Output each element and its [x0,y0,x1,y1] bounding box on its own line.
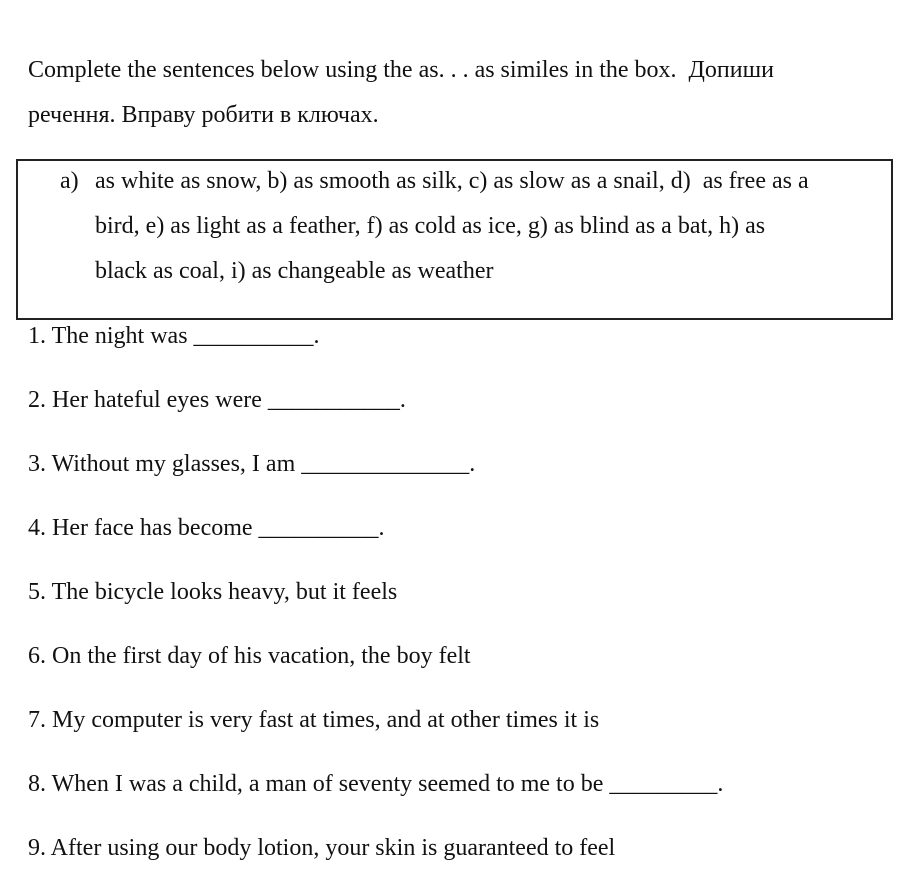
sentence-7: 7. My computer is very fast at times, and at other times it is [28,707,600,733]
sentence-4: 4. Her face has become __________. [28,515,385,541]
similes-box [16,159,893,320]
sentence-1: 1. The night was __________. [28,323,320,349]
sentence-5: 5. The bicycle looks heavy, but it feels [28,579,398,605]
sentence-8: 8. When I was a child, a man of seventy seemed to me to be _________. [28,771,724,797]
instructions-line-2: речення. Вправу робити в ключах. [28,102,379,128]
sentence-6: 6. On the first day of his vacation, the boy felt [28,643,471,669]
instructions-line-1: Complete the sentences below using the as. . . as similes in the box. Допиши [28,57,774,83]
sentence-3: 3. Without my glasses, I am ______________. [28,451,476,477]
box-label: a) [60,168,79,194]
box-line-3: black as coal, i) as changeable as weather [95,258,494,284]
box-line-1: as white as snow, b) as smooth as silk, c) as slow as a snail, d) as free as a [95,168,809,194]
sentence-9: 9. After using our body lotion, your skin is guaranteed to feel [28,835,616,861]
box-line-2: bird, e) as light as a feather, f) as cold as ice, g) as blind as a bat, h) as [95,213,766,239]
sentence-2: 2. Her hateful eyes were ___________. [28,387,406,413]
